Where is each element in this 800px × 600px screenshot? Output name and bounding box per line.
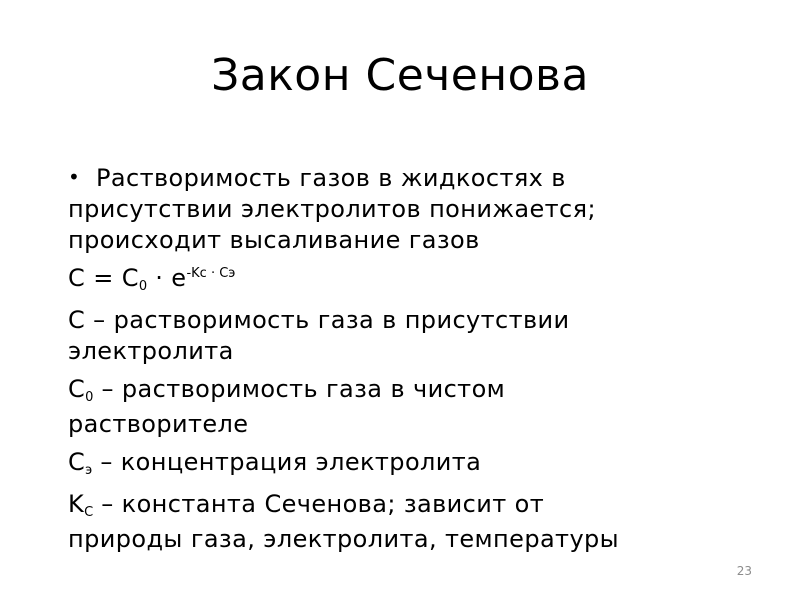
intro-line-3: происходит высаливание газов — [68, 226, 480, 254]
formula-c0-base: C — [121, 264, 139, 292]
definition-kc-subscript: C — [84, 505, 94, 520]
definition-ce-subscript: э — [85, 463, 93, 478]
definition-c0-subscript: 0 — [85, 390, 94, 405]
intro-line-1: Растворимость газов в жидкостях в — [96, 164, 566, 192]
definition-ce-text: – концентрация электролита — [92, 448, 482, 476]
definition-kc-symbol: K — [68, 490, 85, 518]
definition-ce-symbol: C — [68, 448, 86, 476]
definition-c0-symbol: C — [68, 375, 86, 403]
slide-content — [68, 162, 758, 562]
intro-line-2: присутствии электролитов понижается; — [68, 195, 596, 223]
formula-exponent: -Kc · Cэ — [186, 266, 236, 281]
formula-exp-base: e — [171, 264, 187, 292]
definition-c0-line-1: – растворимость газа в чистом — [93, 375, 506, 403]
definition-c-line-1: C – растворимость газа в присутствии — [68, 306, 570, 334]
formula — [68, 263, 758, 298]
formula-lhs: C — [68, 264, 86, 292]
intro-paragraph — [68, 162, 758, 256]
definition-c0 — [68, 374, 758, 440]
definition-kc-line-2: природы газа, электролита, температуры — [68, 525, 620, 553]
bullet-icon: • — [68, 165, 81, 189]
page-number: 23 — [736, 564, 752, 578]
intro-text — [68, 164, 758, 256]
definition-c — [68, 305, 758, 367]
formula-c0-subscript: 0 — [138, 279, 148, 294]
definition-c-line-2: электролита — [68, 337, 234, 365]
definition-ce — [68, 447, 758, 482]
definition-kc — [68, 489, 758, 555]
formula-equals: = — [85, 264, 122, 292]
slide-title: Закон Сеченова — [211, 50, 589, 101]
definition-kc-line-1: – константа Сеченова; зависит от — [93, 490, 545, 518]
definition-c0-line-2: растворителе — [68, 410, 249, 438]
formula-dot: · — [147, 264, 172, 292]
